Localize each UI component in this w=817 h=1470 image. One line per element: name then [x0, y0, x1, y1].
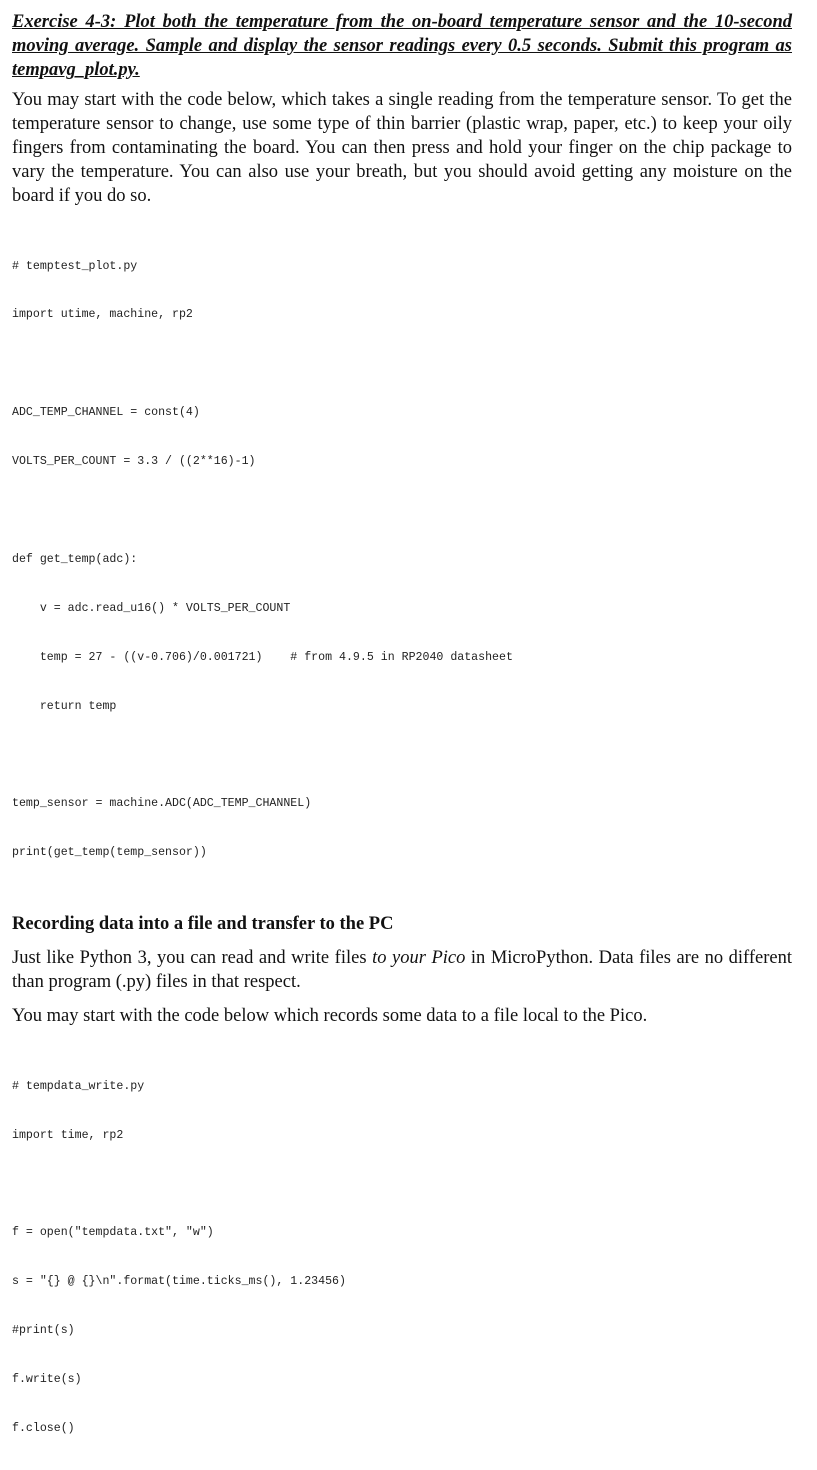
code-line: temp_sensor = machine.ADC(ADC_TEMP_CHANNEL): [12, 797, 312, 811]
code-line: temp = 27 - ((v-0.706)/0.001721) # from 4.9.5 in RP2040 datasheet: [12, 650, 513, 664]
files-paragraph-after: in MicroPython. Data files are no different than program (.py) files in that respect.: [12, 948, 792, 993]
exercise-title: Exercise 4-3: Plot both the temperature from the on-board temperature sensor and the 10-second moving average. Sample and display the sensor readings every 0.5 seconds. Submit this program as tempavg_plot.py.: [12, 12, 792, 80]
code-line: [12, 1177, 792, 1193]
code-intro-paragraph: You may start with the code below which records some data to a file local to the Pico.: [12, 1006, 648, 1027]
code-line: # temptest_plot.py: [12, 259, 138, 273]
code-line: VOLTS_PER_COUNT = 3.3 / ((2**16)-1): [12, 455, 256, 469]
code-line: return temp: [12, 699, 117, 713]
files-paragraph-emphasis: to your Pico: [372, 948, 466, 969]
code-line: ADC_TEMP_CHANNEL = const(4): [12, 406, 200, 420]
code-line: def get_temp(adc):: [12, 552, 138, 566]
code-line: #print(s): [12, 1324, 75, 1338]
code-line: [12, 503, 792, 519]
code-line: v = adc.read_u16() * VOLTS_PER_COUNT: [12, 601, 291, 615]
code-line: s = "{} @ {}\n".format(time.ticks_ms(), 1.23456): [12, 1275, 346, 1289]
code-line: f.close(): [12, 1422, 75, 1435]
files-paragraph-before: Just like Python 3, you can read and write files: [12, 948, 373, 969]
code-line: print(get_temp(temp_sensor)): [12, 846, 207, 860]
code-line: f.write(s): [12, 1373, 82, 1387]
code-line: f = open("tempdata.txt", "w"): [12, 1226, 214, 1240]
code-line: import utime, machine, rp2: [12, 308, 193, 322]
code-line: [12, 356, 792, 372]
intro-paragraph: You may start with the code below, which takes a single reading from the temperature sensor. To get the temperature sensor to change, use some type of thin barrier (plastic wrap, paper, etc.) to keep your oily fingers from contaminating the board. You can then press and hold your finger on the chip package to vary the temperature. You can also use your breath, but you should avoid getting any moisture on the board if you do so.: [12, 90, 792, 206]
code-block-temptest: [12, 226, 792, 894]
section-heading: Recording data into a file and transfer to the PC: [12, 914, 394, 935]
files-paragraph: [12, 946, 792, 994]
code-block-tempdata: [12, 1046, 792, 1470]
document-page: [12, 10, 792, 1470]
code-line: import time, rp2: [12, 1128, 124, 1142]
code-line: # tempdata_write.py: [12, 1079, 145, 1093]
code-line: [12, 748, 792, 764]
